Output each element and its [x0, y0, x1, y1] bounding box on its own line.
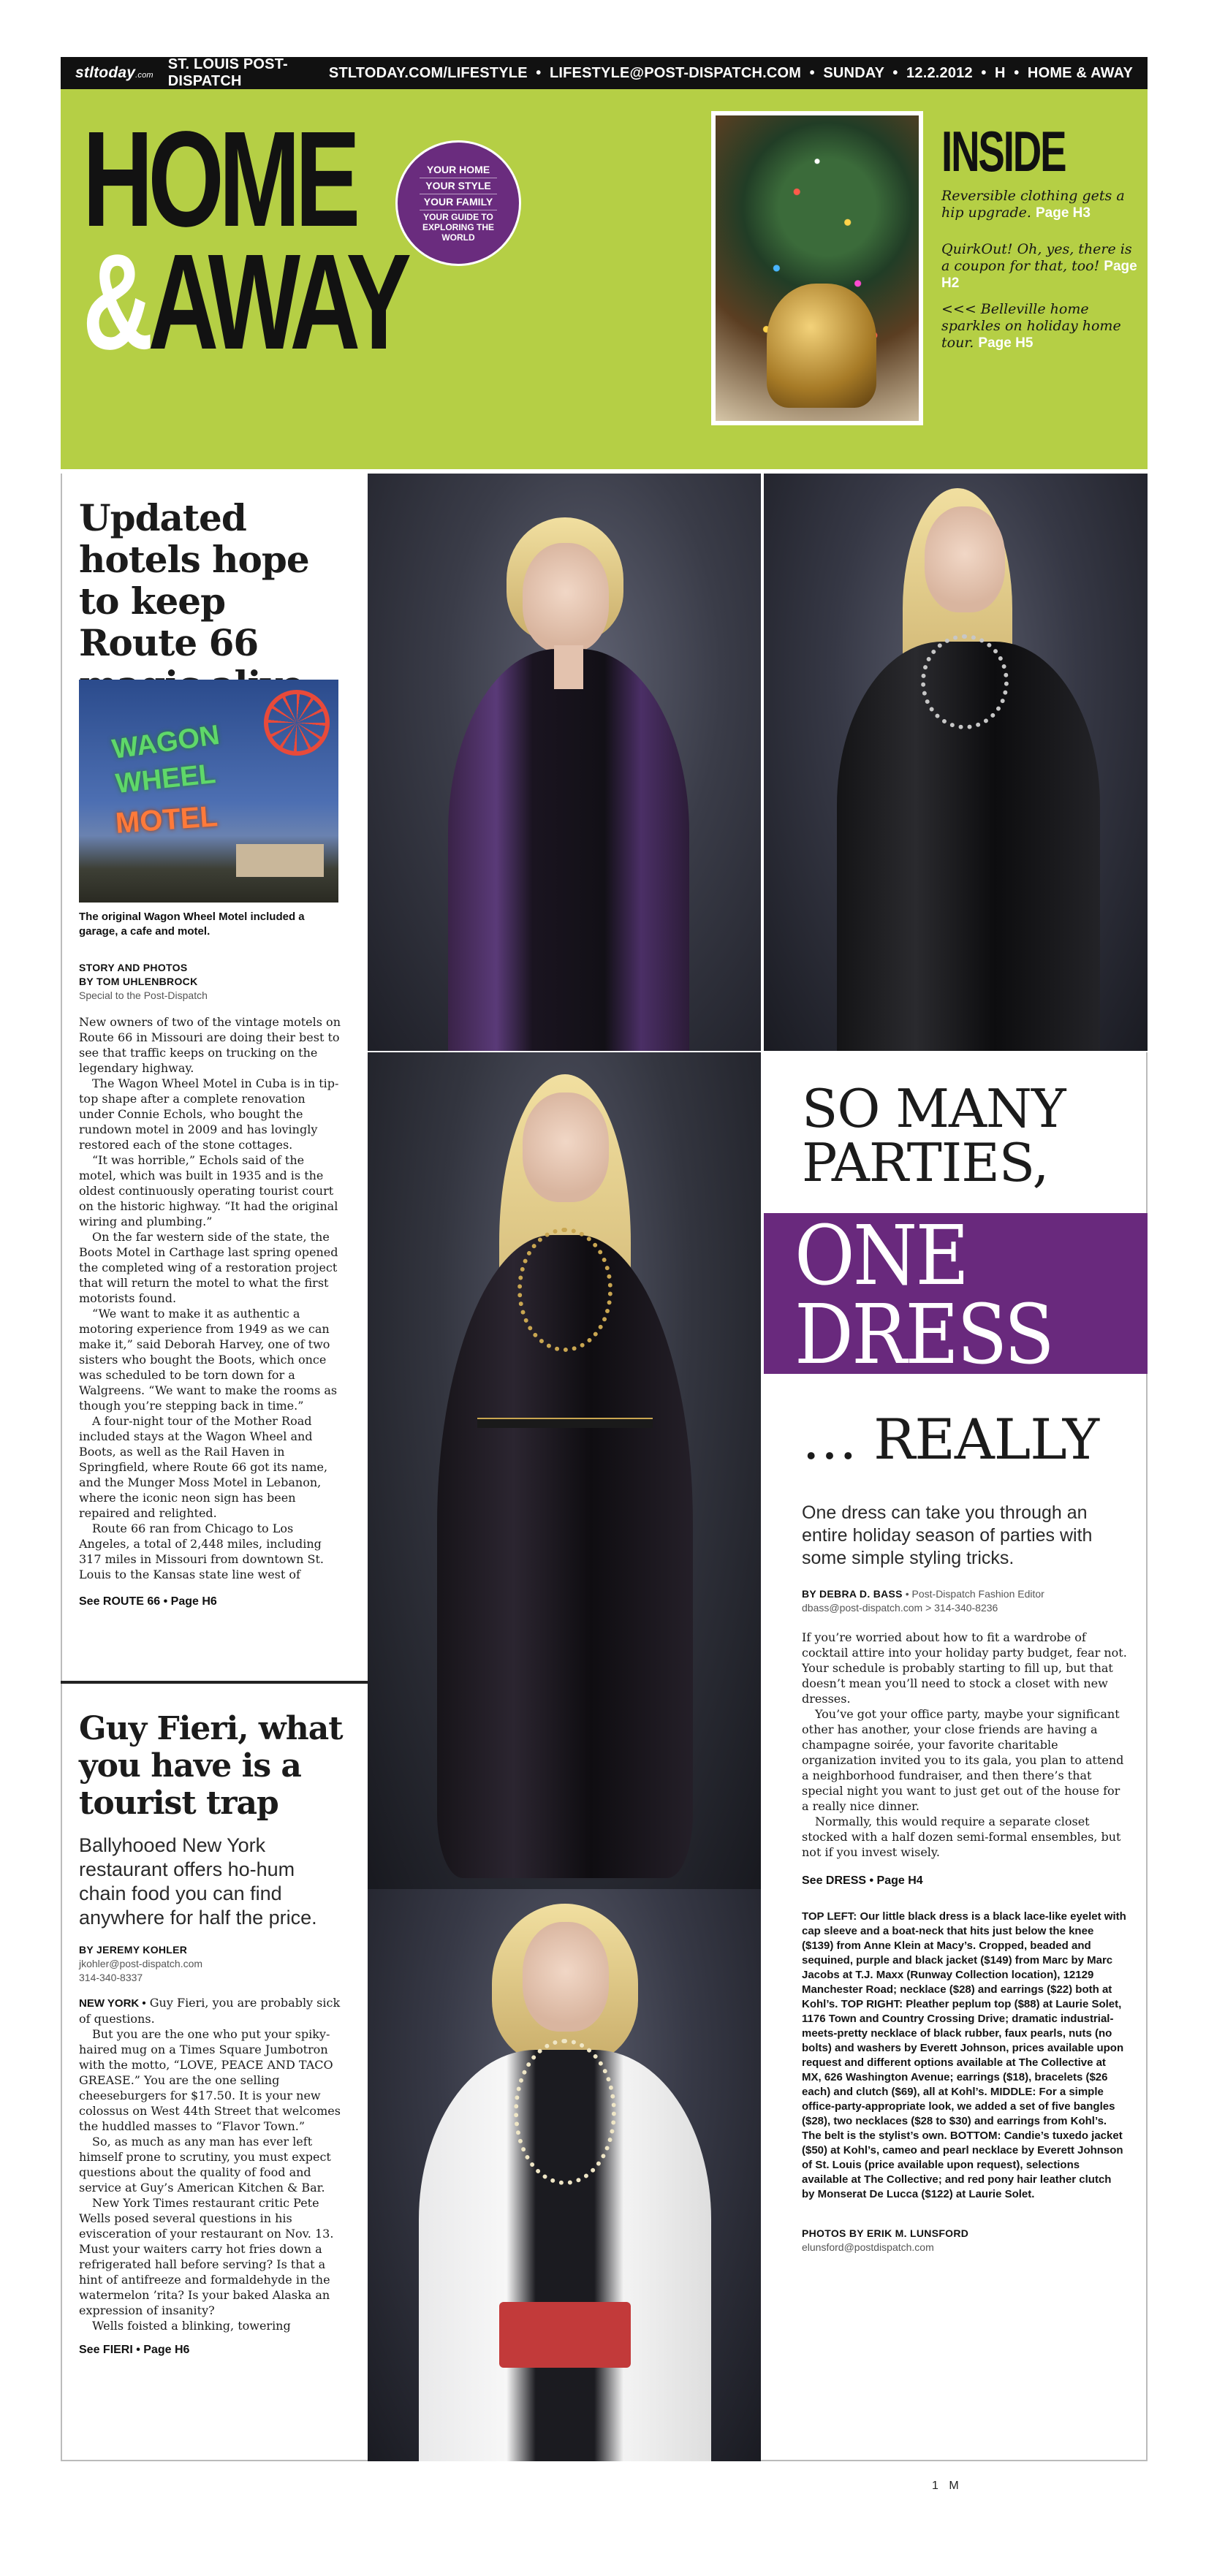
byline-label: STORY AND PHOTOS: [79, 962, 188, 973]
statement-necklace: [921, 634, 1009, 729]
paragraph: But you are the one who put your spiky-haired mug on a Times Square Jumbotron with the motto, “LOVE, PEACE AND TACO GREASE.” You are the one selling cheeseburgers for $17.50. It is your new colossus on West 44th Street that welcomes the huddled masses to “Flavor Town.”: [79, 2027, 341, 2133]
fashion-photo-bottom[interactable]: [368, 1889, 761, 2461]
fashion-photo-middle[interactable]: [368, 1052, 761, 1889]
byline-name: BY JEREMY KOHLER: [79, 1944, 188, 1956]
belt: [477, 1418, 653, 1428]
dateline: NEW YORK •: [79, 1997, 146, 2010]
headline-line: ONE: [794, 1209, 968, 1304]
paragraph: “We want to make it as authentic a motoring experience from 1949 as we can make it,” said Deborah Harvey, one of two sisters who bought the Boots, which once was scheduled to be torn down for a Walgreens. “We want to make the rooms as though you’re stepping back in time.”: [79, 1307, 338, 1413]
photo-credit-email[interactable]: elunsford@postdispatch.com: [802, 2241, 934, 2253]
header-bar: [61, 57, 1148, 89]
title-home: HOME: [83, 104, 355, 255]
fieri-body: [79, 1995, 346, 2333]
badge-line: YOUR FAMILY: [420, 194, 497, 210]
logo-suffix: .com: [135, 71, 153, 80]
byline-role: Special to the Post-Dispatch: [79, 989, 208, 1001]
fieri-jump-link[interactable]: See FIERI • Page H6: [79, 2344, 190, 2356]
headline-line: PARTIES,: [802, 1132, 1049, 1193]
title-away: AWAY: [148, 227, 406, 378]
dress-body: [802, 1630, 1127, 1860]
inside-page: Page H3: [1035, 205, 1091, 221]
route66-byline: [79, 961, 342, 1003]
stltoday-logo[interactable]: [75, 64, 153, 82]
inside-item[interactable]: [941, 188, 1142, 221]
paragraph: New York Times restaurant critic Pete Wells posed several questions in his evisceration of your restaurant on Nov. 13. Must your waiters carry hot fries down a refrigerated hall before serving? Is that a hint of antifreeze and formaldehyde in the watermelon ’rita? Is your baked Alaska an expression of insanity?: [79, 2196, 334, 2317]
badge-line: YOUR GUIDE TO EXPLORING THE WORLD: [422, 212, 494, 243]
neon-sign: [86, 713, 240, 844]
face: [925, 506, 1005, 612]
photo-credit: [802, 2227, 1127, 2254]
dress-deck: One dress can take you through an entire holiday season of parties with some simple styling tricks.: [802, 1502, 1093, 1568]
fieri-headline[interactable]: Guy Fieri, what you have is a tourist trap: [79, 1710, 343, 1822]
logo-text: stltoday: [75, 64, 136, 81]
byline-phone: 314-340-8337: [79, 1972, 143, 1983]
paragraph: New owners of two of the vintage motels on Route 66 in Missouri are doing their best to see that traffic keeps on trucking on the legendary highway.: [79, 1015, 341, 1075]
dress-byline: BY DEBRA D. BASS • Post-Dispatch Fashion Editor dbass@post-dispatch.com > 314-340-8236: [802, 1587, 1127, 1615]
sequin-jacket: [448, 649, 689, 1051]
byline-email[interactable]: jkohler@post-dispatch.com: [79, 1958, 203, 1969]
title-amp: &: [83, 227, 148, 378]
headline-line: DRESS: [794, 1288, 1053, 1383]
inside-page: Page H2: [941, 259, 1137, 291]
face: [523, 543, 609, 653]
section-title: [83, 104, 406, 378]
fieri-deck: Ballyhooed New York restaurant offers ho-hum chain food you can find anywhere for half the price.: [79, 1834, 317, 1929]
paragraph: If you’re worried about how to fit a wardrobe of cocktail attire into your holiday party budget, fear not. Your schedule is probably starting to fill up, but that doesn’t mean you’ll need to stock a closet with new dresses.: [802, 1630, 1127, 1706]
column-separator: [61, 1681, 368, 1684]
byline-role: Post-Dispatch Fashion Editor: [911, 1588, 1044, 1600]
section-badge: [395, 140, 521, 266]
paragraph: Guy Fieri, you are probably sick of questions.: [79, 1996, 341, 2026]
outfit-credits: TOP LEFT: Our little black dress is a black lace-like eyelet with cap sleeve and a boat-neck that hits just below the knee ($139) from Anne Klein at Macy’s. Cropped, beaded and sequined, purple and black jacket ($149) from Marc by Marc Jacobs at T.J. Maxx (Runway Collection location), 12129 Manchester Road; necklace ($28) and earrings ($22) both at Kohl’s. TOP RIGHT: Pleather peplum top ($88) at Laurie Solet, 1176 Town and Country Crossing Drive; dramatic industrial-meets-pretty necklace of black rubber, faux pearls, nuts (no bolts) and washers by Everett Johnson, prices available upon request and different options available at The Collective at MX, 626 Washington Avenue; earrings ($18), bracelets ($26 each) and clutch ($69), all at Kohl’s. MIDDLE: For a simple office-party-appropriate look, we added a set of five bangles ($28), two necklaces ($28 to $30) and earrings from Kohl’s. The belt is the stylist’s own. BOTTOM: Candie’s tuxedo jacket ($50) at Kohl’s, cameo and pearl necklace by Everett Johnson of St. Louis (price available upon request), selections available at The Collective; and red pony hair leather clutch by Monserat De Lucca ($122) at Laurie Solet.: [802, 1910, 1126, 2200]
face: [523, 1093, 609, 1202]
badge-line: YOUR HOME: [420, 162, 497, 178]
sign-word: MOTEL: [114, 800, 219, 840]
paragraph: The Wagon Wheel Motel in Cuba is in tip-top shape after a complete renovation under Connie Echols, who bought the rundown motel in 2009 and has lovingly restored each of the stone cottages.: [79, 1076, 339, 1152]
route66-jump-link[interactable]: See ROUTE 66 • Page H6: [79, 1595, 217, 1608]
route66-story: [79, 497, 349, 705]
paragraph: You’ve got your office party, maybe your significant other has another, your close friends are having a champagne soirée, your favorite charitable organization invited you to its gala, you plan to attend a neighborhood fundraiser, and then there’s that special night you want to just get out of the house for a really nice dinner.: [802, 1707, 1124, 1813]
photo-caption: The original Wagon Wheel Motel included a garage, a cafe and motel.: [79, 911, 305, 938]
neck: [554, 645, 583, 689]
paragraph: Route 66 ran from Chicago to Los Angeles, a total of 2,448 miles, including 317 miles in Missouri from downtown St. Louis to the Kansas state line west of: [79, 1521, 324, 1581]
masthead: [61, 89, 1148, 469]
paragraph: Normally, this would require a separate closet stocked with a half dozen semi-formal ensembles, but not if you invest wisely.: [802, 1815, 1121, 1859]
section-info: STLTODAY.COM/LIFESTYLE • LIFESTYLE@POST-DISPATCH.COM • SUNDAY • 12.2.2012 • H • HOME & AWAY: [328, 64, 1133, 81]
wagon-wheel-icon: [264, 690, 330, 756]
silver-teapot: [767, 284, 876, 408]
dress-jump-link[interactable]: See DRESS • Page H4: [802, 1874, 923, 1887]
dress-headline-tail[interactable]: … REALLY: [802, 1407, 1099, 1472]
sign-word: WAGON: [110, 719, 221, 766]
inside-item[interactable]: [941, 241, 1142, 292]
page-folio: 1 M: [932, 2480, 959, 2492]
route66-headline[interactable]: Updated hotels hope to keep Route 66: [79, 496, 309, 664]
byline-name: BY TOM UHLENBROCK: [79, 976, 198, 987]
fashion-photo-top-left[interactable]: [368, 474, 761, 1051]
inside-text: Reversible clothing gets a hip upgrade.: [941, 188, 1125, 221]
inside-text: <<< Belleville home sparkles on holiday home tour.: [941, 301, 1121, 351]
byline-contact[interactable]: dbass@post-dispatch.com > 314-340-8236: [802, 1602, 998, 1614]
paragraph: So, as much as any man has ever left himself prone to scrutiny, you must expect questions about the quality of food and service at Guy’s American Kitchen & Bar.: [79, 2135, 331, 2195]
dress-headline-main[interactable]: [794, 1209, 1053, 1383]
fashion-photo-top-right[interactable]: [764, 474, 1148, 1051]
fieri-byline: [79, 1943, 346, 1985]
face: [523, 1922, 609, 2032]
inside-page: Page H5: [978, 335, 1034, 351]
wagon-wheel-photo[interactable]: [79, 680, 338, 903]
route66-content: [79, 910, 342, 1608]
paper-name: ST. LOUIS POST-DISPATCH: [167, 56, 288, 89]
pearl-necklace: [514, 2039, 616, 2185]
paragraph: Wells foisted a blinking, towering: [92, 2319, 291, 2333]
badge-line: YOUR STYLE: [420, 178, 497, 194]
dress-story: [802, 1502, 1127, 2254]
gold-necklace: [517, 1228, 613, 1352]
route66-body: [79, 1014, 342, 1582]
inside-text: QuirkOut! Oh, yes, there is a coupon for that, too!: [941, 241, 1132, 274]
paragraph: On the far western side of the state, the Boots Motel in Carthage last spring opened the completed wing of a restoration project that will return the motel to what the first motorists found.: [79, 1230, 338, 1305]
paragraph: “It was horrible,” Echols said of the motel, which was built in 1935 and is the oldest continuously operating tourist court on the historic highway. “It had the original wiring and plumbing.”: [79, 1153, 338, 1228]
dress-headline-top[interactable]: [802, 1078, 1066, 1193]
inside-item[interactable]: [941, 301, 1142, 352]
headline-line: SO MANY: [802, 1078, 1066, 1139]
byline-name: BY DEBRA D. BASS: [802, 1588, 903, 1600]
paragraph: A four-night tour of the Mother Road included stays at the Wagon Wheel and Boots, as well as the Rail Haven in Springfield, where Route 66 got its name, and the Munger Moss Motel in Lebanon, where the iconic neon sign has been repaired and relighted.: [79, 1414, 328, 1520]
photo-credit-name: PHOTOS BY ERIK M. LUNSFORD: [802, 2227, 969, 2239]
frame-left: [61, 474, 62, 2461]
christmas-tree-photo[interactable]: [711, 111, 923, 425]
inside-heading: INSIDE: [941, 119, 1066, 183]
red-clutch: [499, 2302, 631, 2368]
sign-word: WHEEL: [114, 758, 217, 800]
motel-building: [236, 844, 324, 877]
fieri-story: [79, 1710, 346, 2357]
